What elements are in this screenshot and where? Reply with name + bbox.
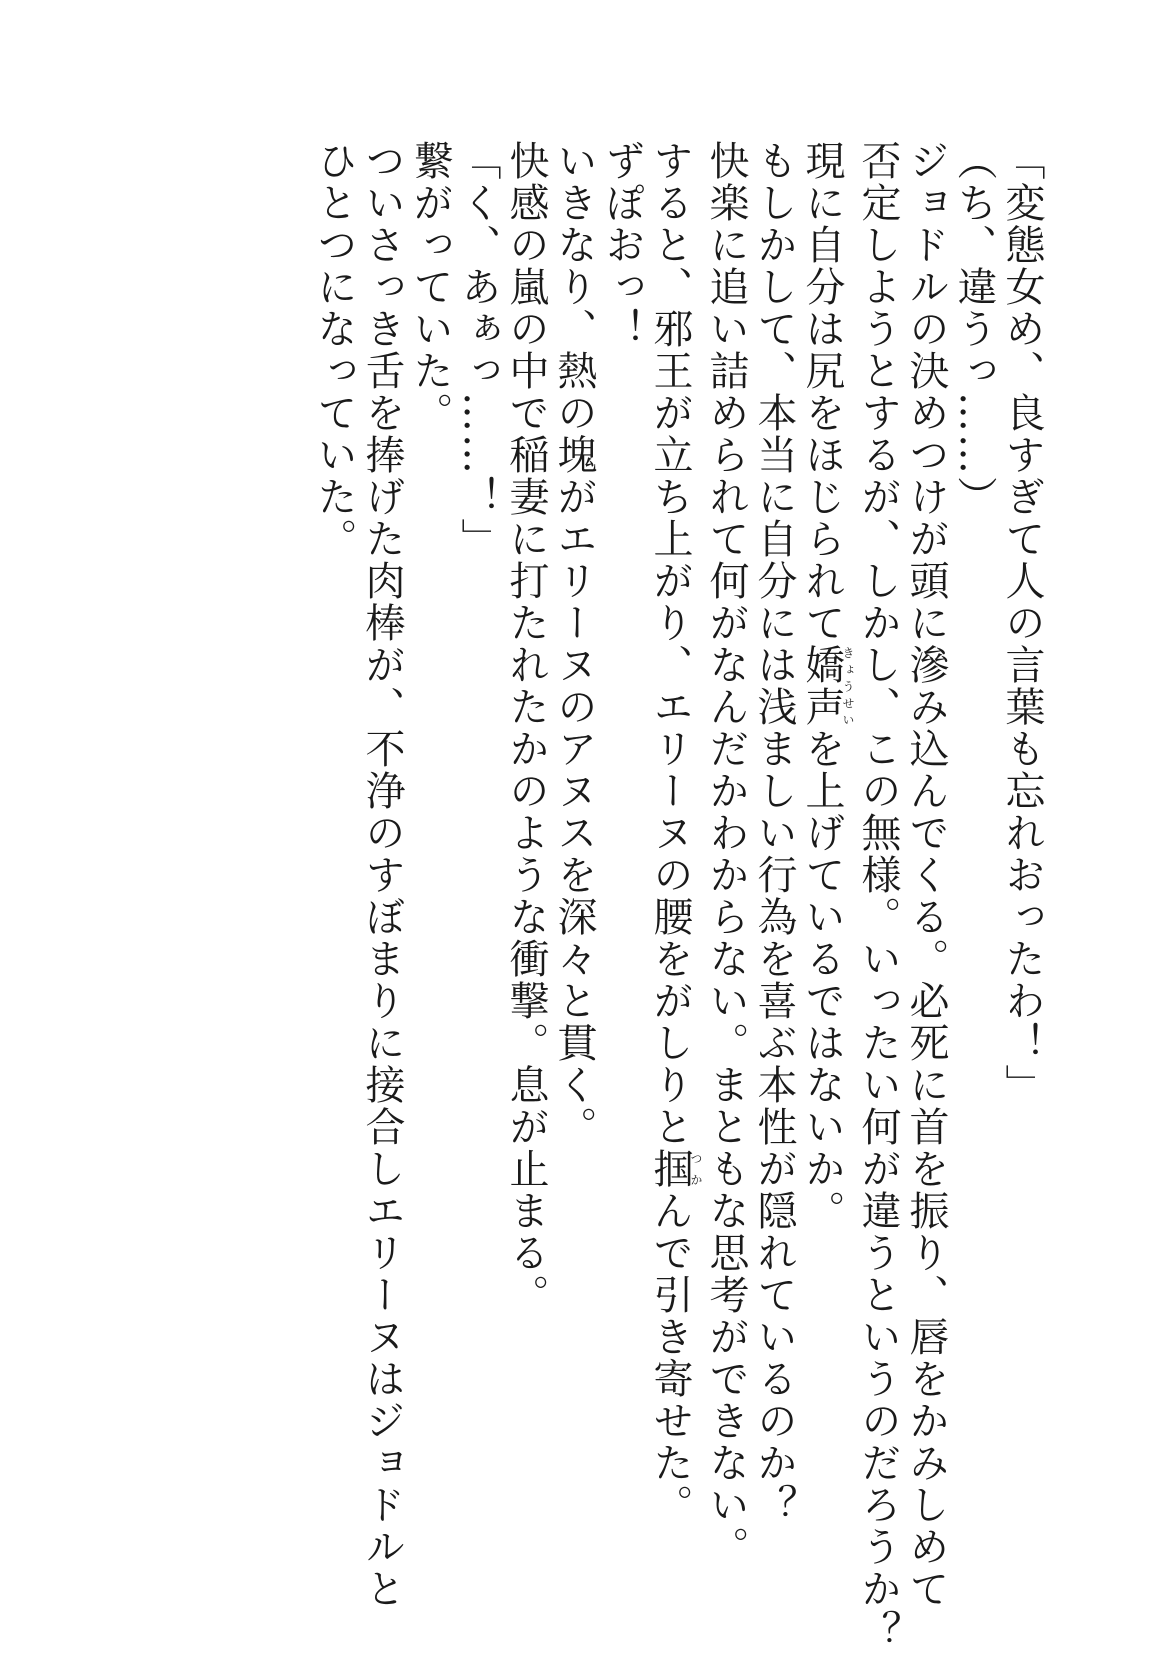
ruby-tsuka-base: 掴	[647, 1148, 693, 1190]
text-line-4: 否定しようとするが、しかし、この無様。いったい何が違うというのだろうか？	[855, 140, 901, 1652]
ruby-kyousei-reading: きょうせい	[841, 644, 855, 728]
text-line-10: いきなり、熱の塊がエリーヌのアヌスを深々と貫く。	[551, 140, 597, 1148]
text-line-8-part-2: んで引き寄せた。	[647, 1190, 693, 1526]
text-line-13: 繋がっていた。	[407, 140, 453, 434]
text-line-12: 「く、あぁっ……！」	[455, 140, 501, 560]
text-line-11: 快感の嵐の中で稲妻に打たれたかのような衝撃。息が止まる。	[503, 140, 549, 1316]
ruby-kyousei	[799, 644, 855, 728]
ruby-tsuka-reading: つか	[689, 1148, 703, 1190]
text-line-5-part-1: 現に自分は尻をほじられて	[799, 140, 845, 644]
vertical-text-body	[310, 140, 1046, 1652]
text-line-8-part-1: すると、邪王が立ち上がり、エリーヌの腰をがしりと	[647, 140, 693, 1148]
ruby-tsuka	[647, 1148, 703, 1190]
text-line-2: （ち、違うっ……）	[951, 140, 997, 518]
text-line-6: もしかして、本当に自分には浅ましい行為を喜ぶ本性が隠れているのか？	[751, 140, 797, 1526]
text-line-1: 「変態女め、良すぎて人の言葉も忘れおったわ！」	[999, 140, 1045, 1106]
text-line-3: ジョドルの決めつけが頭に滲み込んでくる。必死に首を振り、唇をかみしめて	[903, 140, 949, 1610]
text-line-14: ついさっき舌を捧げた肉棒が、不浄のすぼまりに接合しエリーヌはジョドルと	[359, 140, 405, 1610]
text-line-5-part-2: を上げているではないか。	[799, 728, 845, 1232]
text-line-8	[646, 140, 702, 1560]
text-line-7: 快楽に追い詰められて何がなんだかわからない。まともな思考ができない。	[703, 140, 749, 1568]
text-line-5	[798, 140, 854, 1560]
text-line-15: ひとつになっていた。	[311, 140, 357, 560]
text-line-9: ずぽおっ！	[599, 140, 645, 350]
ruby-kyousei-base: 嬌声	[799, 644, 845, 728]
